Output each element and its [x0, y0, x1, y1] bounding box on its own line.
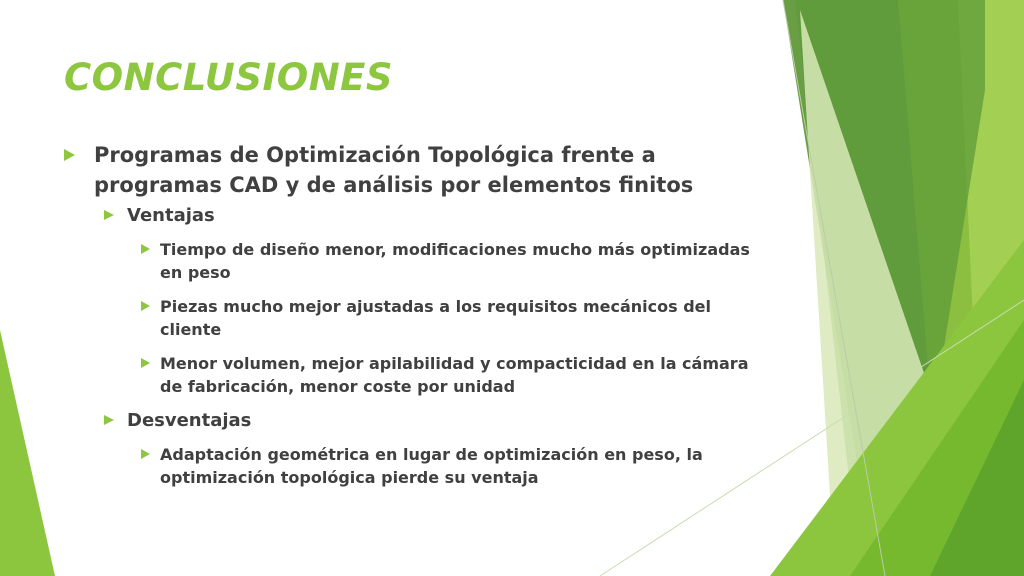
- main-point: [64, 140, 764, 200]
- advantage-item: [141, 352, 764, 398]
- triangle-right-icon: [141, 301, 150, 311]
- triangle-right-icon: [141, 358, 150, 368]
- advantage-item: [141, 295, 764, 341]
- slide-title: CONCLUSIONES: [64, 56, 394, 99]
- disadvantage-item: [141, 443, 764, 489]
- advantage-text: Piezas mucho mejor ajustadas a los requisitos mecánicos del cliente: [160, 297, 711, 339]
- bullet-list: [64, 140, 764, 500]
- disadvantages-label: Desventajas: [127, 410, 252, 431]
- triangle-right-icon: [141, 244, 150, 254]
- main-point-text: Programas de Optimización Topológica frente a programas CAD y de análisis por elementos finitos: [94, 143, 694, 197]
- triangle-right-icon: [104, 210, 114, 220]
- triangle-right-icon: [64, 149, 75, 161]
- advantages-heading: [104, 204, 764, 228]
- advantage-item: [141, 238, 764, 284]
- advantage-text: Menor volumen, mejor apilabilidad y compacticidad en la cámara de fabricación, menor coste por unidad: [160, 354, 749, 396]
- disadvantages-heading: [104, 409, 764, 433]
- advantage-text: Tiempo de diseño menor, modificaciones mucho más optimizadas en peso: [160, 240, 750, 282]
- advantages-label: Ventajas: [127, 205, 215, 226]
- disadvantage-text: Adaptación geométrica en lugar de optimización en peso, la optimización topológica pierde su ventaja: [160, 445, 703, 487]
- triangle-right-icon: [141, 449, 150, 459]
- triangle-right-icon: [104, 415, 114, 425]
